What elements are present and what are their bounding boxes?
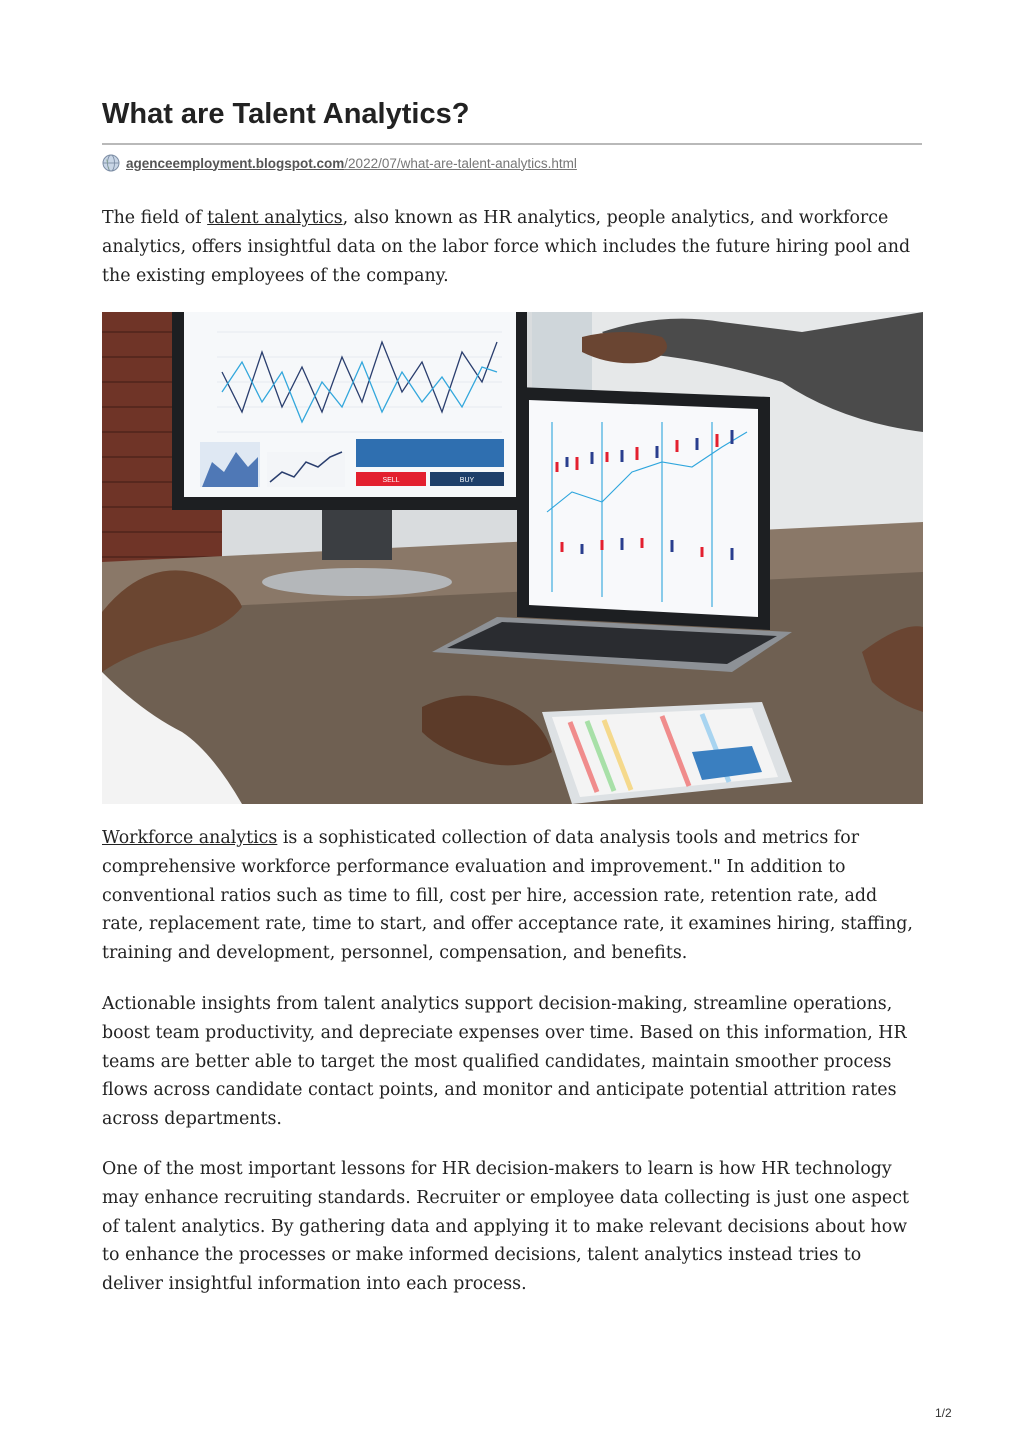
sell-label: SELL: [382, 477, 400, 484]
analytics-photo: [102, 312, 923, 804]
page-title: What are Talent Analytics?: [102, 98, 470, 130]
source-line: [102, 152, 577, 174]
lessons-paragraph: One of the most important lessons for HR decision-makers to learn is how HR technology may enhance recruiting standards. Recruiter or employee data collecting is just one aspect of talent analytics. By gathering data and applying it to make relevant decisions about how to enhance the processes or make informed decisions, talent analytics instead tries to deliver insightful information into each process.: [102, 1159, 909, 1295]
source-domain: agenceemployment.blogspot.com: [126, 155, 345, 171]
intro-text-before: The field of: [102, 208, 208, 228]
workforce-text-after: is a sophisticated collection of data analysis tools and metrics for comprehensive workforce performance evaluation and improvement." In addition to conventional ratios such as time to fill, cost per hire, accession rate, retention rate, add rate, replacement rate, time to start, and offer acceptance rate, it examines hiring, staffing, training and development, personnel, compensation, and benefits.: [102, 828, 913, 964]
intro-paragraph: [102, 204, 924, 290]
workforce-paragraph: [102, 824, 924, 968]
title-divider: [102, 143, 922, 145]
talent-analytics-link[interactable]: talent analytics: [207, 208, 343, 228]
globe-icon: [102, 154, 120, 172]
source-link[interactable]: [126, 156, 577, 171]
intro-text-after: , also known as HR analytics, people analytics, and workforce analytics, offers insightful data on the labor force which includes the future hiring pool and the existing employees of the company.: [102, 208, 911, 286]
workforce-analytics-link[interactable]: Workforce analytics: [102, 828, 278, 848]
page-number: 1/2: [935, 1406, 952, 1420]
insights-paragraph: Actionable insights from talent analytics support decision-making, streamline operations, boost team productivity, and depreciate expenses over time. Based on this information, HR teams are better able to target the most qualified candidates, maintain smoother process flows across candidate contact points, and monitor and anticipate potential attrition rates across departments.: [102, 994, 907, 1130]
buy-label: BUY: [459, 477, 475, 484]
source-path: /2022/07/what-are-talent-analytics.html: [344, 155, 577, 171]
